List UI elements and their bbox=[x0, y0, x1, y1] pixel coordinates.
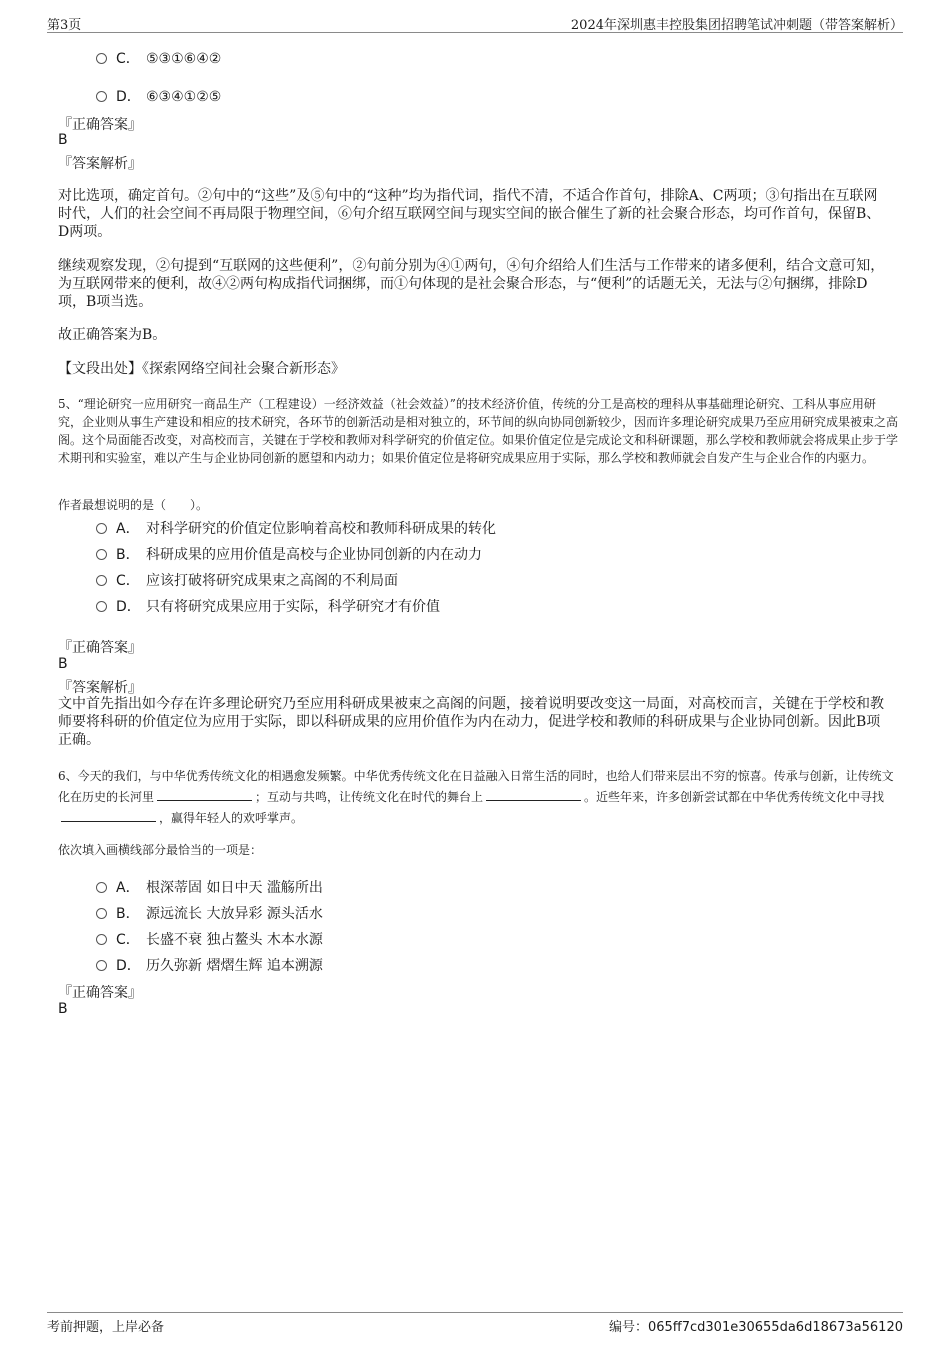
radio-icon[interactable] bbox=[96, 960, 107, 971]
page-number: 第3页 bbox=[47, 18, 82, 33]
radio-icon[interactable] bbox=[96, 575, 107, 586]
analysis-label: 『答案解析』 bbox=[58, 156, 142, 172]
question-5-passage: 5、“理论研究一应用研究一商品生产（工程建设）一经济效益（社会效益）”的技术经济价值，传统的分工是高校的理科从事基础理论研究、工科从事应用研究，企业则从事生产建设和相应的技术研究，各环节的创新活动是相对独立的，环节间的纵向协同创新较少，因而许多理论研究成果乃至应用研究成果被束之高阁。这个局面能否改变，对高校而言，关键在于学校和教师对科学研究的价值定位。如果价值定位是完成论文和科研课题，那么学校和教师就会将成果止步于学术期刊和实验室，难以产生与企业协同创新的愿望和内动力；如果价值定位是将研究成果应用于实际，那么学校和教师就会自发产生与企业合作的内驱力。 bbox=[58, 397, 899, 465]
radio-icon[interactable] bbox=[96, 908, 107, 919]
footer-slogan: 考前押题，上岸必备 bbox=[47, 1320, 165, 1335]
answer-value: B bbox=[58, 132, 68, 148]
answer-label: 『正确答案』 bbox=[58, 640, 142, 656]
page-header bbox=[47, 12, 903, 33]
option-d[interactable]: D． 历久弥新 熠熠生辉 追本溯源 bbox=[96, 955, 323, 975]
radio-icon[interactable] bbox=[96, 601, 107, 612]
radio-icon[interactable] bbox=[96, 53, 107, 64]
option-d[interactable]: D． 只有将研究成果应用于实际，科学研究才有价值 bbox=[96, 596, 440, 616]
source-citation: 【文段出处】《探索网络空间社会聚合新形态》 bbox=[58, 361, 345, 377]
option-c[interactable]: C． 应该打破将研究成果束之高阁的不利局面 bbox=[96, 570, 398, 590]
option-c[interactable]: C． ⑤③①⑥④② bbox=[96, 48, 221, 68]
document-code: 编号：065ff7cd301e30655da6d18673a56120 bbox=[608, 1320, 903, 1335]
radio-icon[interactable] bbox=[96, 91, 107, 102]
radio-icon[interactable] bbox=[96, 882, 107, 893]
radio-icon[interactable] bbox=[96, 549, 107, 560]
question-5-prompt: 作者最想说明的是（ ）。 bbox=[58, 498, 209, 512]
option-b[interactable]: B． 科研成果的应用价值是高校与企业协同创新的内在动力 bbox=[96, 544, 482, 564]
fill-blank bbox=[486, 789, 581, 801]
fill-blank bbox=[61, 810, 156, 822]
answer-value: B bbox=[58, 1001, 68, 1017]
analysis-label: 『答案解析』 bbox=[58, 680, 142, 696]
radio-icon[interactable] bbox=[96, 934, 107, 945]
answer-label: 『正确答案』 bbox=[58, 117, 142, 133]
analysis-paragraph: 继续观察发现，②句提到“互联网的这些便利”，②句前分别为④①两句，④句介绍给人们生活与工作带来的诸多便利，结合文意可知，为互联网带来的便利，故④②两句构成指代词捆绑，而①句体现的是社会聚合形态，与“便利”的话题无关，无法与②句捆绑，排除D项，B项当选。 bbox=[58, 258, 885, 310]
radio-icon[interactable] bbox=[96, 523, 107, 534]
option-c[interactable]: C． 长盛不衰 独占鳌头 木本水源 bbox=[96, 929, 323, 949]
option-d[interactable]: D． ⑥③④①②⑤ bbox=[96, 86, 221, 106]
option-a[interactable]: A． 根深蒂固 如日中天 滥觞所出 bbox=[96, 877, 323, 897]
page-footer bbox=[47, 1312, 903, 1337]
option-a[interactable]: A． 对科学研究的价值定位影响着高校和教师科研成果的转化 bbox=[96, 518, 496, 538]
analysis-conclusion: 故正确答案为B。 bbox=[58, 327, 167, 343]
document-title: 2024年深圳惠丰控股集团招聘笔试冲刺题（带答案解析） bbox=[570, 18, 903, 33]
question-6-passage: 6、今天的我们，与中华优秀传统文化的相遇愈发频繁。中华优秀传统文化在日益融入日常生活的同时，也给人们带来层出不穷的惊喜。传承与创新，让传统文化在历史的长河里 ；互动与共鸣，让传统文化在时代的舞台上 。近些年来，许多创新尝试都在中华优秀传统文化中寻找，赢得年轻人的欢呼掌声。 bbox=[58, 769, 894, 825]
answer-label: 『正确答案』 bbox=[58, 985, 142, 1001]
answer-value: B bbox=[58, 656, 68, 672]
question-6-prompt: 依次填入画横线部分最恰当的一项是： bbox=[58, 843, 263, 857]
fill-blank bbox=[157, 789, 252, 801]
option-b[interactable]: B． 源远流长 大放异彩 源头活水 bbox=[96, 903, 323, 923]
analysis-paragraph: 文中首先指出如今存在许多理论研究乃至应用科研成果被束之高阁的问题，接着说明要改变这一局面，对高校而言，关键在于学校和教师要将科研的价值定位为应用于实际，即以科研成果的应用价值作为内在动力，促进学校和教师的科研成果与企业协同创新。因此B项正确。 bbox=[58, 696, 884, 748]
analysis-paragraph: 对比选项，确定首句。②句中的“这些”及⑤句中的“这种”均为指代词，指代不清，不适合作首句，排除A、C两项；③句指出在互联网时代，人们的社会空间不再局限于物理空间，⑥句介绍互联网空间与现实空间的嵌合催生了新的社会聚合形态，均可作首句，保留B、D两项。 bbox=[58, 188, 881, 240]
